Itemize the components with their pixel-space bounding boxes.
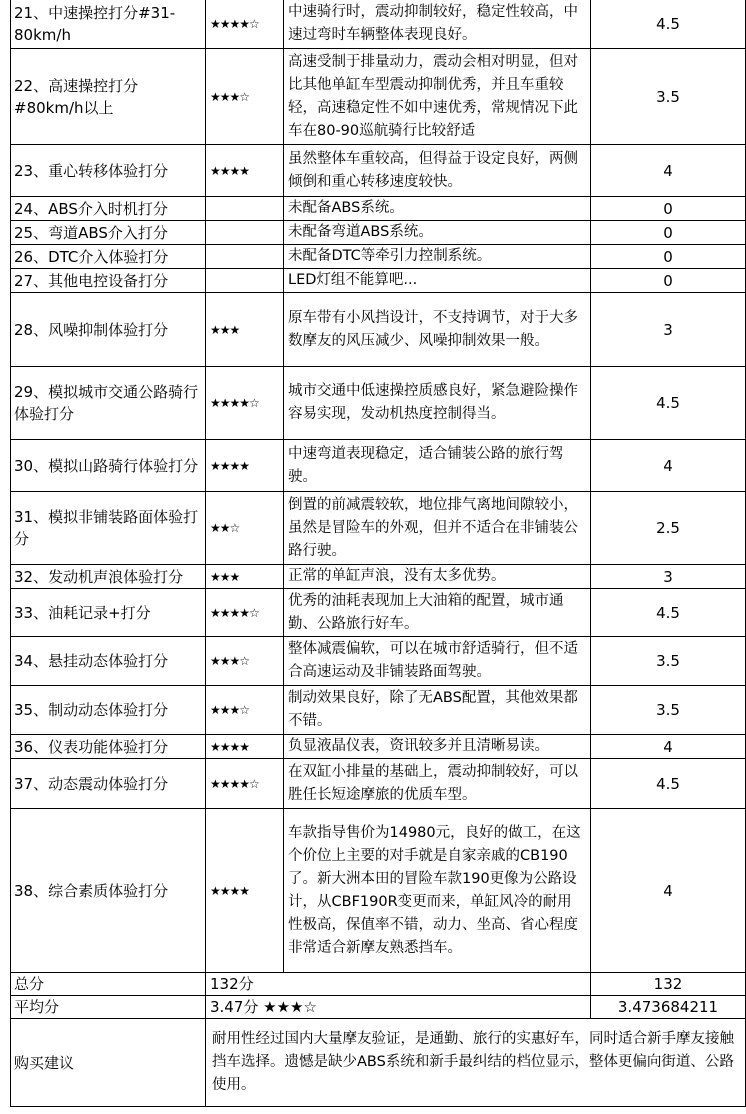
row-score: 3.5 (591, 686, 746, 735)
row-stars: ★★★★ (206, 440, 284, 492)
total-score: 132 (591, 973, 746, 996)
row-stars: ★★★☆ (206, 686, 284, 735)
row-item: 30、模拟山路骑行体验打分 (11, 440, 206, 492)
row-description: 高速受制于排量动力，震动会相对明显，但对比其他单缸车型震动抑制优秀，并且车重较轻，高速稳定性不如中速优秀，常规情况下此车在80-90巡航骑行比较舒适 (284, 49, 591, 145)
row-item: 26、DTC介入体验打分 (11, 245, 206, 269)
row-description: 在双缸小排量的基础上，震动抑制较好，可以胜任长短途摩旅的优质车型。 (284, 759, 591, 809)
total-value: 132分 (206, 973, 591, 996)
table-row (11, 809, 746, 973)
row-score: 0 (591, 269, 746, 293)
row-description: 负显液晶仪表，资讯较多并且清晰易读。 (284, 735, 591, 759)
row-item: 24、ABS介入时机打分 (11, 197, 206, 221)
row-description: 正常的单缸声浪，没有太多优势。 (284, 565, 591, 589)
row-stars (206, 197, 284, 221)
table-row (11, 735, 746, 759)
review-score-table (10, 0, 746, 1107)
row-description: 虽然整体车重较高，但得益于设定良好，两侧倾倒和重心转移速度较快。 (284, 145, 591, 197)
row-description: 优秀的油耗表现加上大油箱的配置，城市通勤、公路旅行好车。 (284, 589, 591, 637)
total-label: 总分 (11, 973, 206, 996)
row-description: 中速弯道表现稳定，适合铺装公路的旅行驾驶。 (284, 440, 591, 492)
row-score: 3 (591, 293, 746, 367)
table-row (11, 197, 746, 221)
row-stars (206, 221, 284, 245)
row-description: 制动效果良好，除了无ABS配置，其他效果都不错。 (284, 686, 591, 735)
row-stars: ★★★★☆ (206, 759, 284, 809)
advice-row (11, 1019, 746, 1107)
row-score: 4 (591, 809, 746, 973)
row-stars: ★★★★ (206, 809, 284, 973)
average-row (11, 996, 746, 1019)
advice-label: 购买建议 (11, 1019, 206, 1107)
row-score: 4 (591, 735, 746, 759)
row-description: 城市交通中低速操控质感良好，紧急避险操作容易实现，发动机热度控制得当。 (284, 367, 591, 440)
row-stars: ★★★★☆ (206, 367, 284, 440)
row-score: 4.5 (591, 589, 746, 637)
table-row (11, 293, 746, 367)
row-description: 未配备DTC等牵引力控制系统。 (284, 245, 591, 269)
row-item: 21、中速操控打分#31-80km/h (11, 0, 206, 49)
row-item: 36、仪表功能体验打分 (11, 735, 206, 759)
row-score: 3.5 (591, 637, 746, 686)
table-row (11, 589, 746, 637)
row-score: 4.5 (591, 367, 746, 440)
row-item: 22、高速操控打分#80km/h以上 (11, 49, 206, 145)
row-description: 整体减震偏软，可以在城市舒适骑行，但不适合高速运动及非铺装路面驾驶。 (284, 637, 591, 686)
row-score: 4.5 (591, 759, 746, 809)
table-row (11, 221, 746, 245)
table-row (11, 145, 746, 197)
row-item: 25、弯道ABS介入打分 (11, 221, 206, 245)
row-score: 4.5 (591, 0, 746, 49)
table-row (11, 269, 746, 293)
table-row (11, 440, 746, 492)
row-description: 车款指导售价为14980元，良好的做工，在这个价位上主要的对手就是自家亲戚的CB190了。新大洲本田的冒险车款190更像为公路设计，从CBF190R变更而来，单缸风冷的耐用性极高，保值率不错，动力、坐高、省心程度非常适合新摩友熟悉挡车。 (284, 809, 591, 973)
table-row (11, 49, 746, 145)
row-item: 33、油耗记录+打分 (11, 589, 206, 637)
row-item: 35、制动动态体验打分 (11, 686, 206, 735)
row-item: 29、模拟城市交通公路骑行体验打分 (11, 367, 206, 440)
row-stars: ★★★★☆ (206, 0, 284, 49)
average-score: 3.473684211 (591, 996, 746, 1019)
row-item: 28、风噪抑制体验打分 (11, 293, 206, 367)
row-stars (206, 269, 284, 293)
advice-text: 耐用性经过国内大量摩友验证，是通勤、旅行的实惠好车，同时适合新手摩友接触挡车选择。遗憾是缺少ABS系统和新手最纠结的档位显示，整体更偏向街道、公路使用。 (206, 1019, 746, 1107)
row-stars: ★★★★☆ (206, 589, 284, 637)
row-description: LED灯组不能算吧... (284, 269, 591, 293)
row-stars (206, 245, 284, 269)
score-rows (11, 0, 746, 1107)
average-label: 平均分 (11, 996, 206, 1019)
table-row (11, 367, 746, 440)
table-row (11, 637, 746, 686)
total-row (11, 973, 746, 996)
row-description: 未配备弯道ABS系统。 (284, 221, 591, 245)
average-value: 3.47分 ★★★☆ (206, 996, 591, 1019)
row-stars: ★★★ (206, 565, 284, 589)
row-stars: ★★☆ (206, 492, 284, 565)
table-row (11, 565, 746, 589)
row-item: 32、发动机声浪体验打分 (11, 565, 206, 589)
row-item: 23、重心转移体验打分 (11, 145, 206, 197)
table-row (11, 492, 746, 565)
row-stars: ★★★★ (206, 735, 284, 759)
row-score: 4 (591, 440, 746, 492)
row-score: 2.5 (591, 492, 746, 565)
row-score: 4 (591, 145, 746, 197)
row-score: 3 (591, 565, 746, 589)
row-item: 38、综合素质体验打分 (11, 809, 206, 973)
row-stars: ★★★ (206, 293, 284, 367)
row-score: 0 (591, 197, 746, 221)
row-item: 27、其他电控设备打分 (11, 269, 206, 293)
row-description: 中速骑行时，震动抑制较好，稳定性较高，中速过弯时车辆整体表现良好。 (284, 0, 591, 49)
row-score: 3.5 (591, 49, 746, 145)
row-item: 31、模拟非铺装路面体验打分 (11, 492, 206, 565)
row-score: 0 (591, 245, 746, 269)
row-description: 未配备ABS系统。 (284, 197, 591, 221)
table-row (11, 686, 746, 735)
row-description: 倒置的前减震较软，地位排气离地间隙较小，虽然是冒险车的外观，但并不适合在非铺装公路行驶。 (284, 492, 591, 565)
row-score: 0 (591, 221, 746, 245)
table-row (11, 0, 746, 49)
row-description: 原车带有小风挡设计，不支持调节，对于大多数摩友的风压减少、风噪抑制效果一般。 (284, 293, 591, 367)
row-stars: ★★★★ (206, 145, 284, 197)
row-item: 37、动态震动体验打分 (11, 759, 206, 809)
table-row (11, 245, 746, 269)
row-stars: ★★★☆ (206, 637, 284, 686)
row-item: 34、悬挂动态体验打分 (11, 637, 206, 686)
row-stars: ★★★☆ (206, 49, 284, 145)
table-row (11, 759, 746, 809)
